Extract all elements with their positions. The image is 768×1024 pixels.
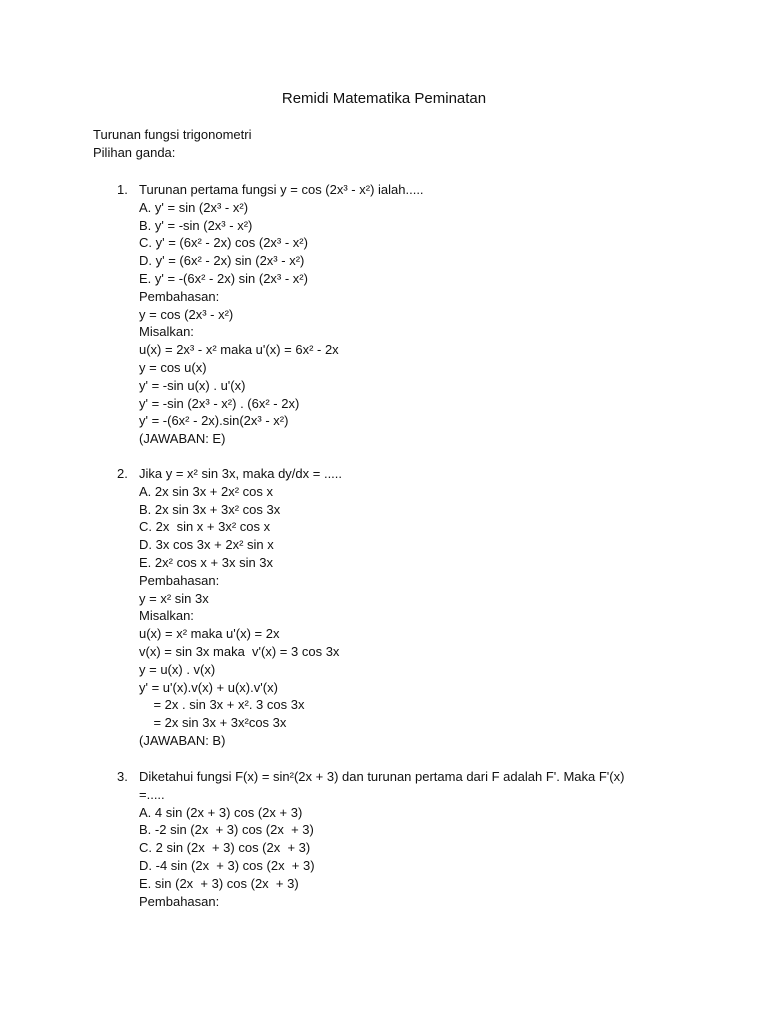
solution-line: u(x) = x² maka u'(x) = 2x [139, 626, 280, 642]
solution-line: u(x) = 2x³ - x² maka u'(x) = 6x² - 2x [139, 342, 339, 358]
document-title: Remidi Matematika Peminatan [281, 90, 487, 107]
option-e: E. sin (2x + 3) cos (2x + 3) [139, 875, 299, 891]
solution-line: y = u(x) . v(x) [139, 661, 216, 677]
solution-line: Misalkan: [139, 608, 194, 624]
option-d: D. -4 sin (2x + 3) cos (2x + 3) [139, 857, 315, 873]
solution-line: = 2x . sin 3x + x². 3 cos 3x [139, 697, 305, 713]
question-text: Diketahui fungsi F(x) = sin²(2x + 3) dan turunan pertama dari F adalah F'. Maka F'(x) [139, 769, 625, 784]
solution-heading: Pembahasan: [139, 893, 220, 909]
solution-line: y' = -sin (2x³ - x²) . (6x² - 2x) [139, 395, 300, 411]
solution-line: y' = -(6x² - 2x).sin(2x³ - x²) [139, 413, 289, 429]
option-e: E. 2x² cos x + 3x sin 3x [139, 554, 274, 570]
answer-label: (JAWABAN: E) [139, 431, 226, 447]
option-a: A. 2x sin 3x + 2x² cos x [139, 483, 274, 499]
option-d: D. y' = (6x² - 2x) sin (2x³ - x²) [139, 253, 305, 269]
option-b: B. 2x sin 3x + 3x² cos 3x [139, 501, 281, 517]
option-b: B. -2 sin (2x + 3) cos (2x + 3) [139, 822, 314, 838]
solution-line: y' = u'(x).v(x) + u(x).v'(x) [139, 679, 278, 695]
solution-line: y = x² sin 3x [139, 590, 209, 606]
option-a: A. y' = sin (2x³ - x²) [139, 199, 249, 215]
option-c: C. 2 sin (2x + 3) cos (2x + 3) [139, 840, 311, 856]
solution-line: y = cos u(x) [139, 359, 207, 375]
option-a: A. 4 sin (2x + 3) cos (2x + 3) [139, 804, 303, 820]
question-text-continued: =..... [139, 786, 165, 802]
question-number: 1. [117, 182, 128, 197]
question-body [139, 768, 679, 910]
solution-line: = 2x sin 3x + 3x²cos 3x [139, 715, 287, 731]
option-e: E. y' = -(6x² - 2x) sin (2x³ - x²) [139, 270, 308, 286]
solution-line: v(x) = sin 3x maka v'(x) = 3 cos 3x [139, 643, 340, 659]
solution-line: y' = -sin u(x) . u'(x) [139, 377, 246, 393]
solution-line: Misalkan: [139, 324, 194, 340]
question-number: 3. [117, 769, 128, 784]
question-text: Turunan pertama fungsi y = cos (2x³ - x²) ialah..... [139, 182, 424, 197]
solution-line: y = cos (2x³ - x²) [139, 306, 234, 322]
subtitle: Turunan fungsi trigonometri [93, 127, 252, 142]
solution-heading: Pembahasan: [139, 288, 220, 304]
section-label: Pilihan ganda: [93, 145, 176, 160]
question-body [139, 465, 679, 750]
question-body [139, 181, 679, 448]
solution-heading: Pembahasan: [139, 572, 220, 588]
option-d: D. 3x cos 3x + 2x² sin x [139, 537, 274, 553]
option-b: B. y' = -sin (2x³ - x²) [139, 217, 253, 233]
answer-label: (JAWABAN: B) [139, 732, 226, 748]
option-c: C. y' = (6x² - 2x) cos (2x³ - x²) [139, 235, 308, 251]
question-number: 2. [117, 466, 128, 481]
option-c: C. 2x sin x + 3x² cos x [139, 519, 271, 535]
question-text: Jika y = x² sin 3x, maka dy/dx = ..... [139, 466, 343, 481]
